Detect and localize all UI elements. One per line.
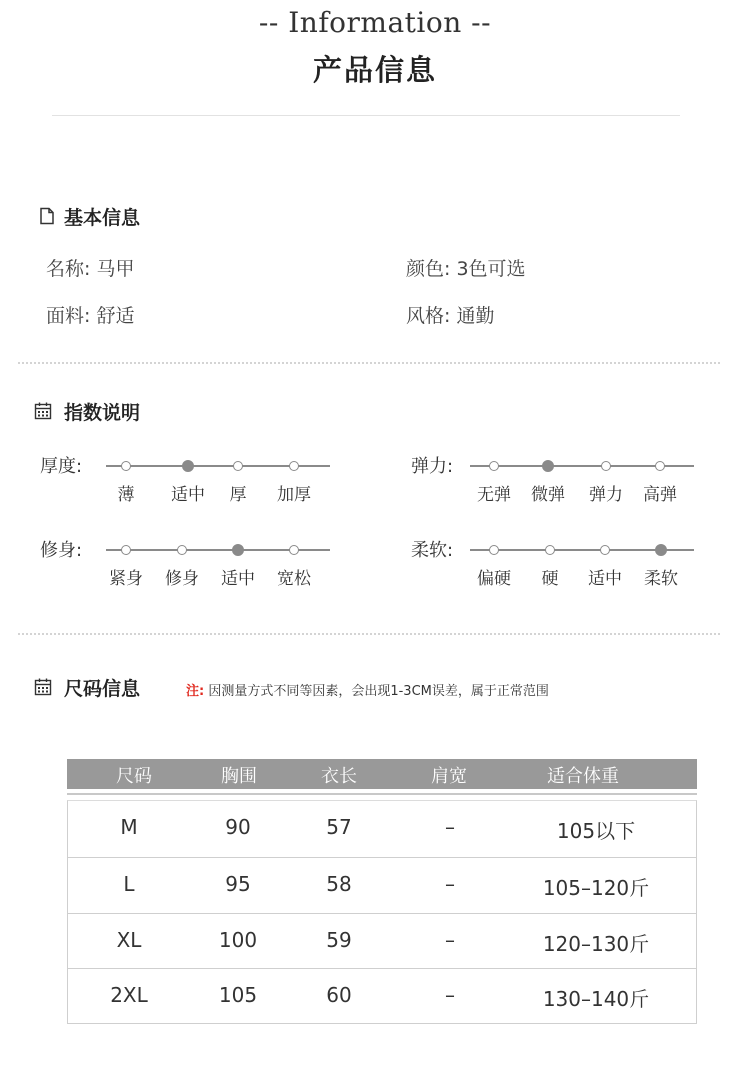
scale-marker-elasticity-0 <box>489 461 499 471</box>
field-fabric-label: 面料 <box>46 305 85 327</box>
table-cell-chest: 90 <box>225 815 251 839</box>
table-row-divider <box>68 968 696 969</box>
scale-marker-softness-0 <box>489 545 499 555</box>
scale-marker-fit-2-selected <box>232 544 244 556</box>
table-cell-size: M <box>120 815 138 839</box>
table-cell-weight: 130–140斤 <box>542 987 650 1011</box>
section-divider <box>18 362 720 364</box>
field-style-value: 通勤 <box>456 305 495 327</box>
table-header-weight: 适合体重 <box>547 766 619 787</box>
scale-marker-thickness-1-selected <box>182 460 194 472</box>
table-cell-chest: 105 <box>218 983 258 1007</box>
table-cell-weight: 105以下 <box>556 819 636 843</box>
table-cell-length: 60 <box>326 983 352 1007</box>
size-note <box>186 680 549 699</box>
table-cell-size: XL <box>116 928 142 952</box>
table-cell-weight: 120–130斤 <box>542 932 650 956</box>
scale-option-softness: 柔软 <box>644 569 678 589</box>
table-header-chest: 胸围 <box>221 766 257 787</box>
scale-label-softness: 柔软: <box>411 540 454 561</box>
section-divider <box>18 633 720 635</box>
table-row-divider <box>68 913 696 914</box>
field-color-label: 颜色 <box>406 258 445 280</box>
table-cell-shoulder: – <box>445 815 455 839</box>
table-cell-chest: 95 <box>225 872 251 896</box>
header-title-cn: 产品信息 <box>312 53 437 87</box>
scale-option-elasticity: 无弹 <box>477 485 511 505</box>
field-separator: : <box>444 258 451 280</box>
scale-option-fit: 适中 <box>221 569 255 589</box>
scale-marker-fit-3 <box>289 545 299 555</box>
scale-marker-thickness-3 <box>289 461 299 471</box>
field-name-label: 名称 <box>46 258 85 280</box>
scale-label-fit: 修身: <box>40 540 83 561</box>
scale-option-elasticity: 高弹 <box>643 485 677 505</box>
header-title-en: -- Information -- <box>258 6 492 39</box>
index-title: 指数说明 <box>64 402 141 424</box>
table-cell-weight: 105–120斤 <box>542 876 650 900</box>
basic-info-title: 基本信息 <box>64 207 141 229</box>
field-fabric-value: 舒适 <box>96 305 135 327</box>
table-cell-size: 2XL <box>110 983 148 1007</box>
table-cell-shoulder: – <box>445 983 455 1007</box>
scale-option-softness: 硬 <box>541 569 559 589</box>
scale-marker-fit-0 <box>121 545 131 555</box>
table-cell-size: L <box>123 872 135 896</box>
calendar-icon <box>34 402 52 420</box>
scale-marker-elasticity-3 <box>655 461 665 471</box>
scale-option-elasticity: 弹力 <box>589 485 623 505</box>
scale-marker-softness-3-selected <box>655 544 667 556</box>
scale-option-thickness: 薄 <box>117 485 135 505</box>
table-cell-chest: 100 <box>218 928 258 952</box>
table-cell-shoulder: – <box>445 928 455 952</box>
scale-option-fit: 宽松 <box>277 569 311 589</box>
size-note-prefix: 注: <box>186 684 205 699</box>
table-row-divider <box>68 857 696 858</box>
scale-option-thickness: 加厚 <box>277 485 311 505</box>
field-separator: : <box>84 305 91 327</box>
size-title: 尺码信息 <box>64 678 141 700</box>
scale-option-elasticity: 微弹 <box>531 485 565 505</box>
table-header-underline <box>67 793 697 795</box>
scale-option-fit: 紧身 <box>109 569 143 589</box>
field-color <box>406 254 526 281</box>
field-name-value: 马甲 <box>96 258 135 280</box>
table-cell-shoulder: – <box>445 872 455 896</box>
table-header-size: 尺码 <box>116 766 152 787</box>
scale-marker-fit-1 <box>177 545 187 555</box>
field-fabric <box>46 301 134 328</box>
scale-option-softness: 偏硬 <box>477 569 511 589</box>
scale-marker-softness-2 <box>600 545 610 555</box>
scale-option-softness: 适中 <box>588 569 622 589</box>
size-table-header <box>67 759 697 789</box>
scale-marker-thickness-0 <box>121 461 131 471</box>
scale-option-thickness: 厚 <box>229 485 247 505</box>
field-style-label: 风格 <box>406 305 445 327</box>
scale-marker-elasticity-2 <box>601 461 611 471</box>
scale-label-elasticity: 弹力: <box>411 456 454 477</box>
field-style <box>406 301 494 328</box>
table-header-shoulder: 肩宽 <box>431 766 467 787</box>
field-color-value: 3色可选 <box>456 258 526 280</box>
scale-marker-softness-1 <box>545 545 555 555</box>
scale-marker-elasticity-1-selected <box>542 460 554 472</box>
scale-label-thickness: 厚度: <box>40 456 83 477</box>
scale-option-fit: 修身 <box>165 569 199 589</box>
field-name <box>46 254 134 281</box>
table-cell-length: 59 <box>326 928 352 952</box>
header-divider <box>52 115 680 116</box>
scale-marker-thickness-2 <box>233 461 243 471</box>
document-icon <box>38 207 56 225</box>
scale-option-thickness: 适中 <box>171 485 205 505</box>
field-separator: : <box>444 305 451 327</box>
field-separator: : <box>84 258 91 280</box>
calendar-icon <box>34 678 52 696</box>
table-cell-length: 58 <box>326 872 352 896</box>
table-cell-length: 57 <box>326 815 352 839</box>
table-header-length: 衣长 <box>321 766 357 787</box>
size-note-text: 因测量方式不同等因素，会出现1-3CM误差，属于正常范围 <box>208 684 549 699</box>
